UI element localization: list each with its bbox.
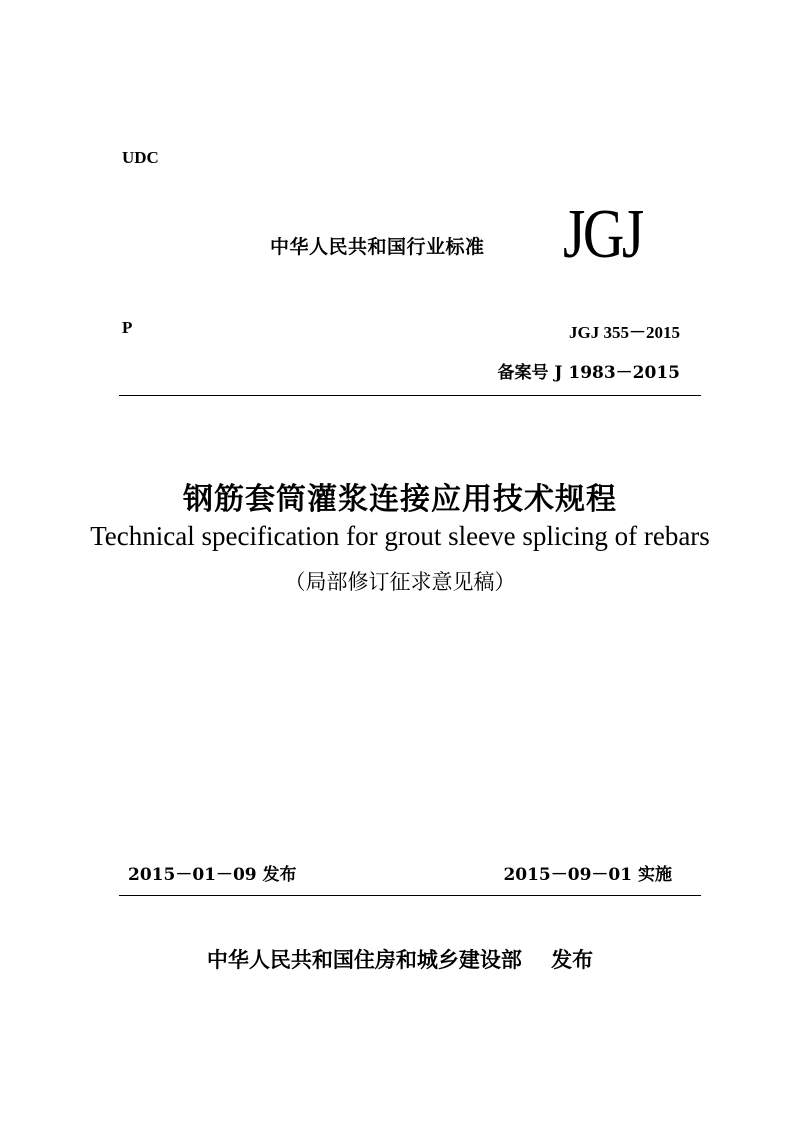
udc-label: UDC: [122, 148, 159, 167]
jgj-logo: JGJ: [563, 196, 642, 273]
issuer: 中华人民共和国住房和城乡建设部 发布: [206, 948, 594, 972]
title-chinese: 钢筋套筒灌浆连接应用技术规程: [183, 482, 617, 517]
publish-date: 2015－01－09 发布: [128, 865, 297, 885]
title-english: Technical specification for grout sleeve splicing of rebars: [90, 521, 710, 551]
standard-type: 中华人民共和国行业标准: [270, 236, 485, 258]
standard-number: JGJ 355－2015: [569, 323, 680, 342]
category-code: P: [122, 318, 133, 337]
implement-date: 2015－09－01 实施: [503, 865, 672, 885]
bottom-divider: [119, 895, 701, 896]
draft-note: （局部修订征求意见稿）: [284, 570, 516, 594]
top-divider: [119, 395, 701, 396]
record-number: 备案号 J 1983－2015: [497, 363, 680, 383]
